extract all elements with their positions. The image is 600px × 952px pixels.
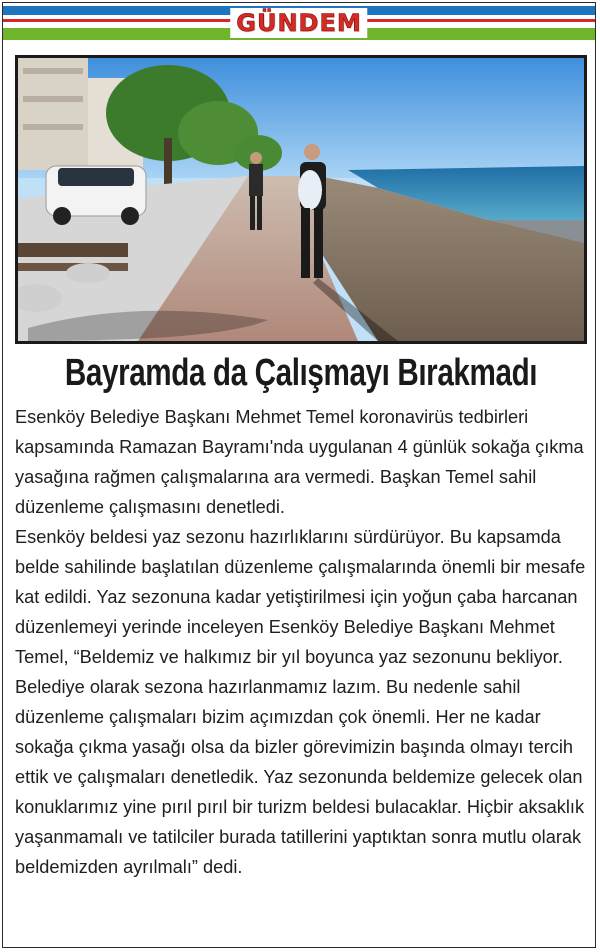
bench-support — [66, 263, 110, 283]
person-body — [249, 164, 263, 196]
building-balcony — [23, 96, 83, 102]
section-header — [3, 3, 595, 43]
mayor-leg — [314, 208, 323, 278]
car-wheel — [121, 207, 139, 225]
person-leg — [250, 196, 255, 230]
article-paragraph-2: Esenköy beldesi yaz sezonu hazırlıklarını sürdürüyor. Bu kapsamda belde sahilinde başlatılan düzenleme çalışmalarında önemli bir mesafe kat edildi. Yaz sezonuna kadar yetiştirilmesi için yoğun çaba harcanan düzenlemeyi yerinde inceleyen Esenköy Belediye Başkanı Mehmet Temel, “Beldemiz ve halkımız bir yıl boyunca yaz sezonunu bekliyor. Belediye olarak sezona hazırlanmamız lazım. Bu nedenle sahil düzenleme çalışmaları bizim açımızdan çok önemli. Her ne kadar sokağa çıkma yasağı olsa da bizler görevimizin başında olmayı tercih ettik ve çalışmaları denetledik. Yaz sezonunda beldemize gelecek olan konuklarımız yine pırıl pırıl bir turizm beldesi bulacaklar. Hiçbir aksaklık yaşanmamalı ve tatilciler burada tatillerini yaptıktan sonra mutlu olarak beldemizden ayrılmalı” dedi. — [15, 527, 586, 877]
mayor-shirt — [298, 170, 322, 210]
building-balcony — [23, 68, 83, 74]
person-head — [250, 152, 262, 164]
seaside-photo-illustration — [18, 58, 584, 341]
article-headline: Bayramda da Çalışmayı Bırakmadı — [64, 351, 538, 394]
section-title: GÜNDEM — [236, 9, 362, 37]
person-leg — [257, 196, 262, 230]
article-paragraph-1: Esenköy Belediye Başkanı Mehmet Temel koronavirüs tedbirleri kapsamında Ramazan Bayramı'nda uygulanan 4 günlük sokağa çıkma yasağına rağmen çalışmalarına ara vermedi. Başkan Temel sahil düzenleme çalışmasını denetledi. — [15, 407, 584, 517]
mayor-leg — [301, 208, 310, 278]
apartment-building — [18, 58, 88, 170]
newspaper-page — [2, 2, 596, 948]
mayor-head — [304, 144, 320, 160]
building-balcony — [23, 124, 83, 130]
section-title-box — [230, 8, 367, 38]
car-wheel — [53, 207, 71, 225]
bench — [18, 243, 128, 257]
article-photo — [15, 55, 587, 344]
article-body — [15, 402, 589, 882]
car-windshield — [58, 168, 134, 186]
